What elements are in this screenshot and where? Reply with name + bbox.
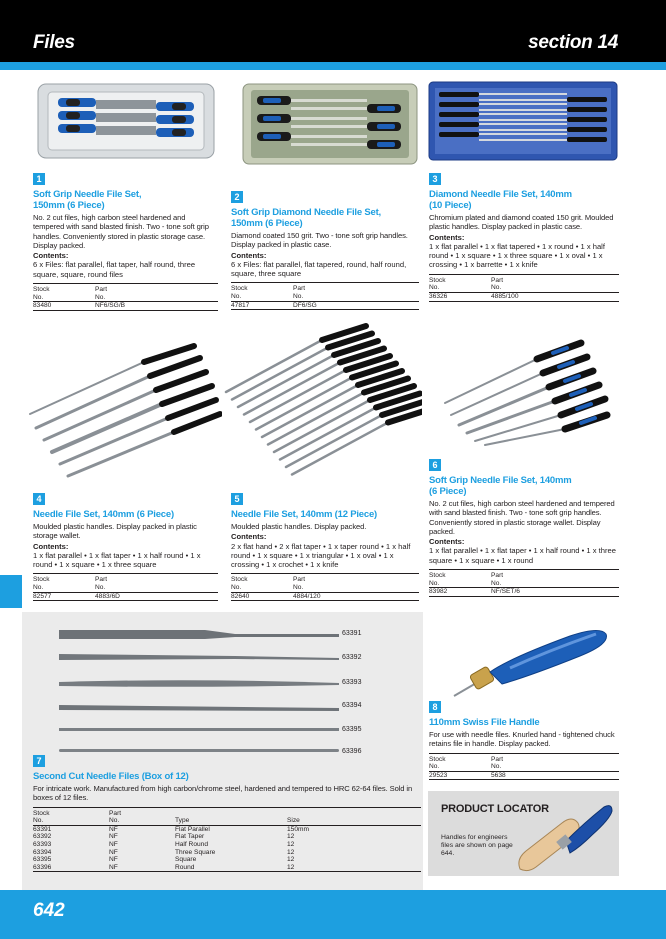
- file-blade: [280, 408, 376, 460]
- product-7: [33, 751, 421, 872]
- contents-label: Contents:: [231, 250, 267, 260]
- file-blade: [256, 378, 352, 430]
- product-2: [231, 187, 419, 310]
- table-row: 82577 4883/6D: [33, 592, 218, 601]
- product-title: Soft Grip Diamond Needle File Set, 150mm (6 Piece): [231, 207, 381, 229]
- product-1: [33, 169, 218, 311]
- file-blade: [268, 393, 364, 445]
- spec-table: Stock Part No. No. Type Size 63391 NF Flat Parallel 150mm 63392 NF Flat Taper 12 63393 NF Half Round 12 63394 NF Three Square 12 63395 NF Square 12 63396 NF Round 12: [33, 807, 421, 873]
- product-title: 110mm Swiss File Handle: [429, 717, 540, 728]
- file-blade: [286, 415, 382, 467]
- page-footer: [0, 890, 666, 939]
- product-number: 2: [231, 191, 243, 203]
- product-number: 6: [429, 459, 441, 471]
- product-title: Needle File Set, 140mm (6 Piece): [33, 509, 174, 520]
- contents-label: Contents:: [429, 537, 465, 547]
- product-5: [231, 489, 419, 601]
- contents-label: Contents:: [231, 532, 267, 542]
- spec-table: Stock Part No. No. 82577 4883/6D: [33, 573, 218, 601]
- product-1-image: [36, 80, 216, 162]
- file-label: 63393: [342, 679, 362, 686]
- table-row: 63396 NF Round 12: [33, 864, 421, 872]
- spec-table: Stock Part No. No. 47817 DF6/SG: [231, 282, 419, 310]
- product-5-image: [222, 322, 422, 482]
- file-blade: [292, 423, 388, 475]
- product-7-image: [55, 628, 345, 756]
- contents-text: 1 x flat parallel • 1 x flat taper • 1 x half round • 1 x round • 1 x square • 1 x three square: [33, 550, 201, 570]
- product-locator: [428, 791, 619, 876]
- table-row: 36326 4885/100: [429, 292, 619, 301]
- file-blade: [250, 370, 346, 422]
- page-header: [0, 0, 666, 62]
- product-8: [429, 697, 619, 780]
- header-stripe: [0, 62, 666, 70]
- spec-table: Stock Part No. No. 29523 5638: [429, 753, 619, 781]
- product-description: For intricate work. Manufactured from high carbon/chrome steel, hardened and tempered to HRC 62-64 files. Sold in boxes of 12 files.: [33, 784, 413, 803]
- product-number: 8: [429, 701, 441, 713]
- product-title: Soft Grip Needle File Set, 140mm (6 Piece): [429, 475, 572, 497]
- table-row: 82640 4884/120: [231, 592, 419, 601]
- product-description: Chromium plated and diamond coated 150 grit. Moulded plastic handles. Display packed in plastic case.: [429, 213, 614, 232]
- product-title: Second Cut Needle Files (Box of 12): [33, 771, 189, 782]
- file-label: 63396: [342, 748, 362, 755]
- contents-text: 2 x flat hand • 2 x flat taper • 1 x taper round • 1 x half round • 1 x square • 1 x triangular • 1 x oval • 1 x crossing • 1 x crochet • 1 x knife: [231, 541, 411, 570]
- spec-table: Stock Part No. No. 83480 NF6/SG/B: [33, 283, 218, 311]
- product-description: Moulded plastic handles. Display packed in plastic storage wallet.: [33, 522, 197, 541]
- contents-label: Contents:: [33, 541, 69, 551]
- locator-text: Handles for engineers files are shown on page 644.: [441, 834, 513, 858]
- table-row: 63393 NF Half Round 12: [33, 840, 295, 848]
- product-8-image: [450, 622, 614, 700]
- file-label: 63392: [342, 654, 362, 661]
- page-title: Files: [33, 32, 75, 53]
- contents-text: 1 x flat parallel • 1 x flat taper • 1 x half round • 1 x three square • 1 x square • 1 x round: [429, 546, 616, 565]
- product-4: [33, 489, 218, 601]
- product-title: Needle File Set, 140mm (12 Piece): [231, 509, 378, 520]
- product-3: [429, 169, 619, 302]
- product-6: [429, 455, 619, 597]
- product-title: Diamond Needle File Set, 140mm (10 Piece): [429, 189, 572, 211]
- contents-text: 6 x Files: flat parallel, flat tapered, round, half round, square, three square: [231, 259, 407, 279]
- table-row: 29523 5638: [429, 771, 619, 780]
- file-blade: [226, 340, 322, 392]
- product-description: Diamond coated 150 grit. Two - tone soft grip handles. Display packed in plastic case.: [231, 231, 408, 250]
- product-title: Soft Grip Needle File Set, 150mm (6 Piece): [33, 189, 142, 211]
- file-label: 63394: [342, 702, 362, 709]
- product-description: No. 2 cut files, high carbon steel hardened and tempered with sand blasted finish. Two - tone soft grip handles. Conveniently stored in plastic storage case. Display packed.: [33, 213, 209, 250]
- contents-label: Contents:: [429, 232, 465, 242]
- file-blade: [238, 355, 334, 407]
- product-number: 7: [33, 755, 45, 767]
- section-side-tab: [0, 575, 22, 608]
- product-3-image: [427, 80, 619, 162]
- product-number: 3: [429, 173, 441, 185]
- file-label: 63391: [342, 630, 362, 637]
- product-description: For use with needle files. Knurled hand - tightened chuck retains file in handle. Display packed.: [429, 730, 615, 749]
- file-blade: [274, 400, 370, 452]
- product-description: No. 2 cut files, high carbon steel hardened and tempered with sand blasted finish. Two - tone soft grip handles. Conveniently stored in plastic storage wallet. Display packed.: [429, 499, 615, 536]
- section-label: section 14: [528, 32, 618, 53]
- table-row: 83982 NF/SET/6: [429, 588, 619, 597]
- product-number: 5: [231, 493, 243, 505]
- product-4-image: [26, 342, 222, 482]
- table-row: 63394 NF Three Square 12: [33, 848, 295, 856]
- file-blade: [244, 363, 340, 415]
- table-row: 63391 NF Flat Parallel 150mm: [33, 825, 309, 833]
- locator-title: PRODUCT LOCATOR: [441, 803, 549, 815]
- table-row: 63395 NF Square 12: [33, 856, 295, 864]
- file-blade: [262, 385, 358, 437]
- file-label: 63395: [342, 726, 362, 733]
- contents-label: Contents:: [33, 251, 69, 261]
- product-number: 4: [33, 493, 45, 505]
- contents-text: 1 x flat parallel • 1 x flat tapered • 1 x round • 1 x half round • 1 x square • 1 x three square • 1 x oval • 1 x crossing • 1 x barrette • 1 x knife: [429, 241, 605, 270]
- file-handle-illustration: [514, 801, 614, 873]
- table-row: 63392 NF Flat Taper 12: [33, 833, 295, 841]
- spec-table: Stock Part No. No. 83982 NF/SET/6: [429, 569, 619, 597]
- spec-table: Stock Part No. No. 82640 4884/120: [231, 573, 419, 601]
- product-6-image: [441, 337, 611, 447]
- table-row: 83480 NF6/SG/B: [33, 302, 218, 311]
- spec-table: Stock Part No. No. 36326 4885/100: [429, 274, 619, 302]
- file-blade: [232, 348, 328, 400]
- page-number: 642: [33, 900, 65, 921]
- contents-text: 6 x Files: flat parallel, flat taper, half round, three square, square, round files: [33, 260, 196, 279]
- table-row: 47817 DF6/SG: [231, 301, 419, 310]
- product-number: 1: [33, 173, 45, 185]
- product-description: Moulded plastic handles. Display packed.: [231, 522, 367, 531]
- product-2-image: [241, 82, 419, 166]
